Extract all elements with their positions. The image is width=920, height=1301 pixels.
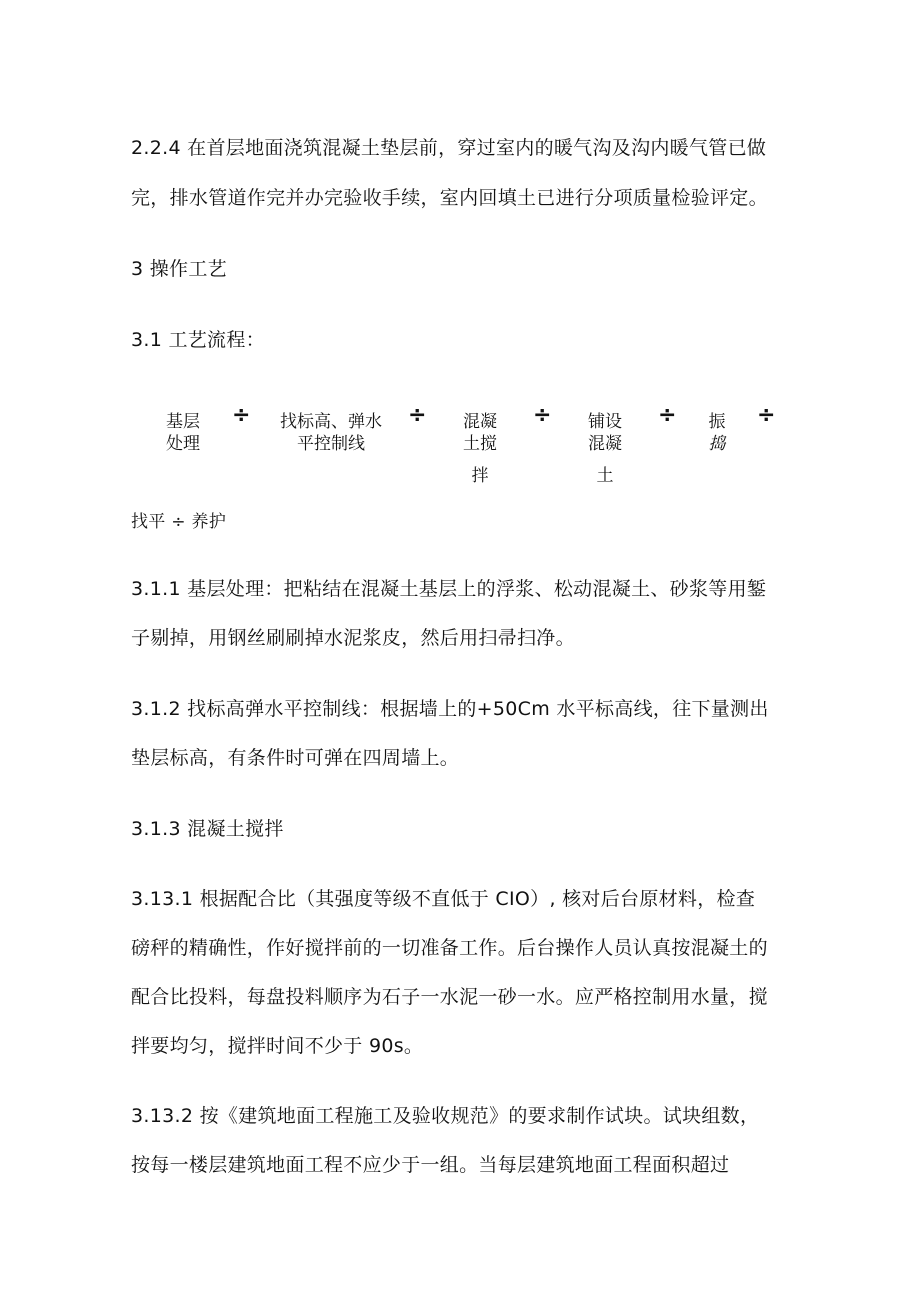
flow-arrow-3: ÷ xyxy=(533,403,552,428)
paragraph-3-13-1-line-1: 3.13.1 根据配合比（其强度等级不直低于 CIO）, 核对后台原材料，检查 xyxy=(131,888,756,910)
flow-arrow-2: ÷ xyxy=(408,403,427,428)
paragraph-3-13-1-line-4: 拌要均匀，搅拌时间不少于 90s。 xyxy=(131,1035,424,1057)
flow-arrow-5: ÷ xyxy=(757,403,776,428)
paragraph-3-13-2-line-2: 按每一楼层建筑地面工程不应少于一组。当每层建筑地面工程面积超过 xyxy=(131,1154,730,1176)
flow-step-concrete-laying: 铺设 混凝 土 xyxy=(588,412,622,486)
flow-step-base-treatment: 基层 处理 xyxy=(166,412,200,454)
paragraph-3-13-2-line-1: 3.13.2 按《建筑地面工程施工及验收规范》的要求制作试块。试块组数， xyxy=(131,1105,760,1127)
paragraph-3-13-1-line-3: 配合比投料，每盘投料顺序为石子一水泥一砂一水。应严格控制用水量，搅 xyxy=(131,986,768,1008)
paragraph-2-2-4-line-2: 完，排水管道作完并办完验收手续，室内回填土已进行分项质量检验评定。 xyxy=(131,187,768,209)
paragraph-2-2-4-line-1: 2.2.4 在首层地面浇筑混凝土垫层前，穿过室内的暖气沟及沟内暖气管已做 xyxy=(131,137,767,159)
flow-arrow-4: ÷ xyxy=(658,403,677,428)
heading-3-1: 3.1 工艺流程： xyxy=(131,329,265,351)
flow-step-concrete-mixing: 混凝 土搅 拌 xyxy=(463,412,497,486)
paragraph-3-1-1-line-2: 子剔掉，用钢丝刷刷掉水泥浆皮，然后用扫帚扫净。 xyxy=(131,627,575,649)
flow-arrow-1: ÷ xyxy=(232,403,251,428)
flow-step-vibrating: 振 捣 xyxy=(708,412,726,454)
paragraph-3-1-2-line-2: 垫层标高，有条件时可弹在四周墙上。 xyxy=(131,747,460,769)
paragraph-3-1-1-line-1: 3.1.1 基层处理：把粘结在混凝土基层上的浮浆、松动混凝土、砂浆等用錾 xyxy=(131,578,767,600)
flow-step-level-line: 找标高、弹水 平控制线 xyxy=(280,412,382,454)
paragraph-3-13-1-line-2: 磅秤的精确性，作好搅拌前的一切准备工作。后台操作人员认真按混凝土的 xyxy=(131,937,768,959)
paragraph-3-1-3: 3.1.3 混凝土搅拌 xyxy=(131,818,284,840)
heading-3: 3 操作工艺 xyxy=(131,258,227,280)
paragraph-3-1-2-line-1: 3.1.2 找标高弹水平控制线：根据墙上的+50Cm 水平标高线，往下量测出 xyxy=(131,698,769,720)
flow-tail-leveling-curing: 找平 ÷ 养护 xyxy=(131,512,227,532)
